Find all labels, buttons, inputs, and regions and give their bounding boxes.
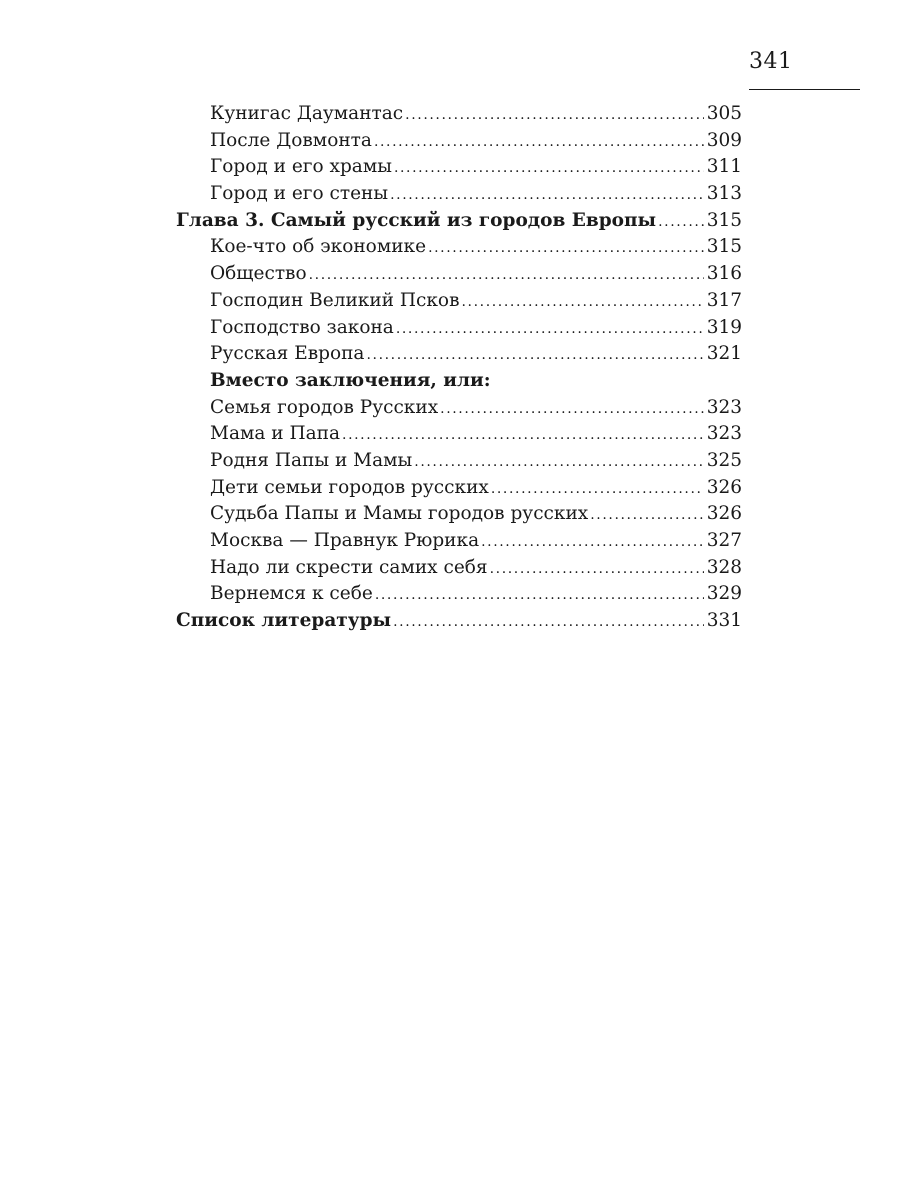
toc-entry[interactable] <box>176 315 742 342</box>
toc-entry[interactable] <box>176 154 742 181</box>
dot-leader <box>490 556 704 582</box>
header-rule <box>749 89 860 90</box>
toc-entry-title: Вместо заключения, или: <box>210 369 491 391</box>
toc-entry-title: Список литературы <box>176 610 392 632</box>
dot-leader <box>375 582 704 608</box>
toc-entry[interactable] <box>176 341 742 368</box>
toc-entry-page: 305 <box>706 103 742 124</box>
toc-chapter-entry[interactable] <box>176 608 742 635</box>
toc-entry[interactable] <box>176 475 742 502</box>
toc-entry-page: 311 <box>706 156 742 178</box>
toc-entry-page: 323 <box>706 396 742 418</box>
toc-entry[interactable] <box>176 421 742 448</box>
toc-entry-title: Надо ли скрести самих себя <box>210 556 488 578</box>
page-number: 341 <box>749 49 793 74</box>
toc-entry-page: 317 <box>706 289 742 311</box>
toc-entry[interactable] <box>176 234 742 261</box>
toc-entry-title: Господство закона <box>210 316 394 338</box>
table-of-contents <box>176 101 742 635</box>
toc-entry-page: 321 <box>706 343 742 365</box>
dot-leader <box>405 102 704 128</box>
toc-entry-page: 319 <box>706 316 742 338</box>
toc-entry-page: 313 <box>706 183 742 205</box>
dot-leader <box>491 476 704 502</box>
dot-leader <box>390 182 704 208</box>
toc-entry-title: Мама и Папа <box>210 423 341 445</box>
toc-entry[interactable] <box>176 528 742 555</box>
toc-entry[interactable] <box>176 555 742 582</box>
toc-section-heading <box>176 368 742 395</box>
dot-leader <box>481 529 704 555</box>
toc-entry-page: 327 <box>706 530 742 551</box>
dot-leader <box>394 155 704 181</box>
toc-entry[interactable] <box>176 288 742 315</box>
toc-entry-page: 309 <box>706 129 742 151</box>
dot-leader <box>440 396 704 422</box>
toc-entry-page: 315 <box>706 236 742 258</box>
toc-entry-title: Семья городов Русских <box>210 396 439 418</box>
dot-leader <box>590 502 703 528</box>
dot-leader <box>374 129 704 155</box>
toc-entry[interactable] <box>176 448 742 475</box>
toc-entry[interactable] <box>176 581 742 608</box>
toc-entry[interactable] <box>176 395 742 422</box>
dot-leader <box>366 342 703 368</box>
dot-leader <box>428 235 704 261</box>
toc-entry-title: Глава 3. Самый русский из городов Европы <box>176 209 657 231</box>
toc-entry-title: Господин Великий Псков <box>210 289 460 311</box>
dot-leader <box>342 422 704 448</box>
toc-entry[interactable] <box>176 128 742 155</box>
toc-entry-page: 328 <box>706 556 742 578</box>
dot-leader <box>414 449 703 475</box>
toc-entry-page: 326 <box>706 503 742 525</box>
toc-entry-page: 331 <box>706 610 742 632</box>
toc-entry[interactable] <box>176 501 742 528</box>
toc-entry-title: Кое-что об экономике <box>210 236 427 258</box>
dot-leader <box>309 262 704 288</box>
toc-entry-title: Кунигас Даумантас <box>210 103 404 124</box>
toc-entry-title: Город и его храмы <box>210 156 392 178</box>
toc-entry-page: 315 <box>706 209 742 231</box>
dot-leader <box>396 316 704 342</box>
toc-entry-title: Москва — Правнук Рюрика <box>210 530 480 551</box>
toc-entry-page: 325 <box>706 449 742 471</box>
toc-entry[interactable] <box>176 261 742 288</box>
toc-entry-page: 323 <box>706 423 742 445</box>
toc-entry[interactable] <box>176 181 742 208</box>
toc-entry-page: 326 <box>706 476 742 498</box>
toc-entry-title: Общество <box>210 263 307 285</box>
toc-entry-page: 316 <box>706 263 742 285</box>
dot-leader <box>658 209 704 235</box>
dot-leader <box>393 609 704 635</box>
toc-entry-title: Родня Папы и Мамы <box>210 449 413 471</box>
toc-entry-page: 329 <box>706 583 742 605</box>
toc-entry-title: Русская Европа <box>210 343 365 365</box>
toc-entry-title: Вернемся к себе <box>210 583 373 605</box>
toc-entry-title: Дети семьи городов русских <box>210 476 489 498</box>
toc-entry-title: После Довмонта <box>210 129 372 151</box>
toc-entry-title: Город и его стены <box>210 183 389 205</box>
toc-entry[interactable] <box>176 101 742 128</box>
toc-entry-title: Судьба Папы и Мамы городов русских <box>210 503 589 525</box>
toc-chapter-entry[interactable] <box>176 208 742 235</box>
dot-leader <box>462 289 704 315</box>
